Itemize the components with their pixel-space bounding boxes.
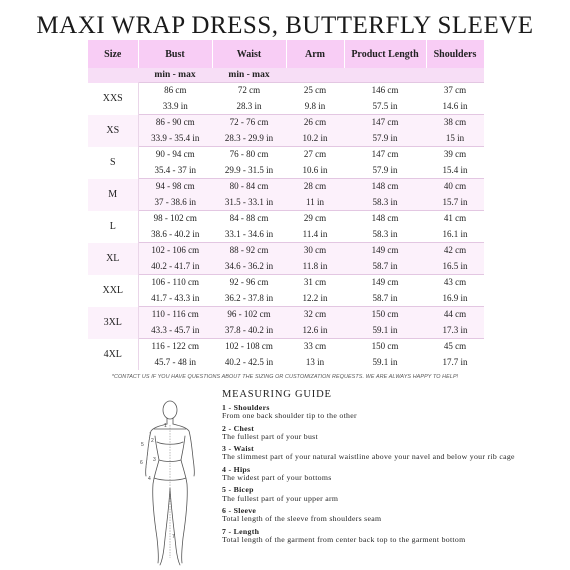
table-cell-cm: 44 cm: [426, 307, 484, 323]
table-cell-in: 28.3 - 29.9 in: [212, 131, 286, 147]
table-cell-in: 12.6 in: [286, 323, 344, 339]
table-row: [88, 307, 484, 323]
table-row: [88, 339, 484, 355]
guide-item-heading: 2 - Chest: [222, 423, 255, 433]
table-cell-cm: 146 cm: [344, 83, 426, 99]
guide-item-heading: 3 - Waist: [222, 444, 255, 454]
subheader-arm: [286, 68, 344, 83]
table-cell-cm: 40 cm: [426, 179, 484, 195]
guide-item-description: The fullest part of your upper arm: [222, 493, 339, 503]
subheader-size: [88, 68, 138, 83]
measuring-guide-list: [222, 404, 552, 548]
table-row: [88, 163, 484, 179]
table-cell-in: 16.9 in: [426, 291, 484, 307]
figure-number-1: 1: [164, 423, 167, 429]
guide-item-heading: 4 - Hips: [222, 464, 251, 474]
table-cell-in: 33.9 in: [138, 99, 212, 115]
table-cell-cm: 26 cm: [286, 115, 344, 131]
table-row: [88, 355, 484, 371]
guide-item-heading: 1 - Shoulders: [222, 403, 270, 412]
column-header-bust: Bust: [138, 40, 212, 68]
table-cell-in: 31.5 - 33.1 in: [212, 195, 286, 211]
guide-item-heading: 7 - Length: [222, 526, 260, 536]
table-cell-cm: 96 - 102 cm: [212, 307, 286, 323]
table-cell-in: 17.3 in: [426, 323, 484, 339]
table-cell-cm: 150 cm: [344, 339, 426, 355]
table-cell-cm: 88 - 92 cm: [212, 243, 286, 259]
table-cell-in: 57.5 in: [344, 99, 426, 115]
table-cell-in: 15.4 in: [426, 163, 484, 179]
table-cell-cm: 84 - 88 cm: [212, 211, 286, 227]
table-cell-cm: 86 - 90 cm: [138, 115, 212, 131]
table-cell-in: 43.3 - 45.7 in: [138, 323, 212, 339]
guide-item: [222, 466, 552, 483]
subheader-waist: min - max: [212, 68, 286, 83]
guide-item-description: The fullest part of your bust: [222, 431, 318, 441]
table-cell-in: 11.4 in: [286, 227, 344, 243]
table-cell-in: 11 in: [286, 195, 344, 211]
table-cell-cm: 41 cm: [426, 211, 484, 227]
table-cell-in: 41.7 - 43.3 in: [138, 291, 212, 307]
table-row: [88, 291, 484, 307]
table-row: [88, 131, 484, 147]
table-cell-in: 16.1 in: [426, 227, 484, 243]
guide-item: [222, 445, 552, 462]
column-header-arm: Arm: [286, 40, 344, 68]
size-label: XS: [88, 115, 138, 147]
table-cell-in: 12.2 in: [286, 291, 344, 307]
table-cell-cm: 102 - 106 cm: [138, 243, 212, 259]
table-row: [88, 147, 484, 163]
table-cell-cm: 32 cm: [286, 307, 344, 323]
page-title: MAXI WRAP DRESS, BUTTERFLY SLEEVE: [36, 12, 534, 39]
table-cell-in: 38.6 - 40.2 in: [138, 227, 212, 243]
table-cell-in: 17.7 in: [426, 355, 484, 371]
table-cell-in: 40.2 - 42.5 in: [212, 355, 286, 371]
table-cell-cm: 80 - 84 cm: [212, 179, 286, 195]
table-row: [88, 323, 484, 339]
guide-item-heading: 6 - Sleeve: [222, 505, 257, 515]
table-cell-cm: 148 cm: [344, 179, 426, 195]
table-cell-cm: 29 cm: [286, 211, 344, 227]
guide-item: [222, 486, 552, 503]
guide-item: [222, 528, 552, 545]
table-cell-in: 57.9 in: [344, 131, 426, 147]
table-body: [88, 83, 484, 371]
column-header-product-length: Product Length: [344, 40, 426, 68]
table-cell-cm: 28 cm: [286, 179, 344, 195]
table-cell-in: 16.5 in: [426, 259, 484, 275]
table-cell-in: 33.1 - 34.6 in: [212, 227, 286, 243]
table-cell-in: 59.1 in: [344, 323, 426, 339]
size-table: [88, 40, 485, 370]
table-cell-cm: 149 cm: [344, 243, 426, 259]
table-cell-cm: 147 cm: [344, 147, 426, 163]
table-cell-in: 29.9 - 31.5 in: [212, 163, 286, 179]
table-cell-cm: 27 cm: [286, 147, 344, 163]
table-cell-cm: 98 - 102 cm: [138, 211, 212, 227]
measuring-figure-illustration: [124, 398, 219, 568]
table-cell-cm: 25 cm: [286, 83, 344, 99]
table-cell-in: 59.1 in: [344, 355, 426, 371]
table-row: [88, 275, 484, 291]
table-row: [88, 227, 484, 243]
size-label: XXL: [88, 275, 138, 307]
guide-item-description: Total length of the sleeve from shoulders seam: [222, 514, 382, 524]
table-cell-cm: 92 - 96 cm: [212, 275, 286, 291]
guide-item-description: Total length of the garment from center back top to the garment bottom: [222, 534, 466, 544]
table-cell-in: 58.3 in: [344, 227, 426, 243]
table-cell-in: 58.7 in: [344, 259, 426, 275]
table-cell-in: 40.2 - 41.7 in: [138, 259, 212, 275]
figure-number-2: 2: [151, 438, 154, 444]
figure-number-3: 3: [153, 457, 156, 463]
table-cell-in: 13 in: [286, 355, 344, 371]
size-chart: [88, 40, 484, 370]
table-cell-in: 11.8 in: [286, 259, 344, 275]
table-row: [88, 179, 484, 195]
table-cell-cm: 33 cm: [286, 339, 344, 355]
table-cell-in: 15.7 in: [426, 195, 484, 211]
table-row: [88, 83, 484, 99]
guide-item-description: The slimmest part of your natural waistline above your navel and below your rib cage: [222, 452, 515, 462]
table-cell-in: 35.4 - 37 in: [138, 163, 212, 179]
size-label: XXS: [88, 83, 138, 115]
size-label: XL: [88, 243, 138, 275]
table-cell-in: 15 in: [426, 131, 484, 147]
table-cell-cm: 37 cm: [426, 83, 484, 99]
table-subheader-row: [88, 68, 484, 83]
table-cell-in: 10.6 in: [286, 163, 344, 179]
guide-item: [222, 425, 552, 442]
guide-item-description: The widest part of your bottoms: [222, 473, 332, 483]
table-cell-cm: 86 cm: [138, 83, 212, 99]
contact-note: *CONTACT US IF YOU HAVE QUESTIONS ABOUT THE SIZING OR CUSTOMIZATION REQUESTS. WE ARE ALWAYS HAPPY TO HELP!: [111, 374, 459, 380]
table-row: [88, 195, 484, 211]
table-cell-cm: 147 cm: [344, 115, 426, 131]
guide-item: [222, 507, 552, 524]
table-cell-cm: 94 - 98 cm: [138, 179, 212, 195]
table-cell-cm: 102 - 108 cm: [212, 339, 286, 355]
table-cell-cm: 149 cm: [344, 275, 426, 291]
table-cell-in: 14.6 in: [426, 99, 484, 115]
size-label: M: [88, 179, 138, 211]
subheader-bust: min - max: [138, 68, 212, 83]
guide-item-description: From one back shoulder tip to the other: [222, 411, 357, 421]
table-cell-cm: 38 cm: [426, 115, 484, 131]
table-cell-cm: 90 - 94 cm: [138, 147, 212, 163]
figure-number-5: 5: [141, 442, 144, 448]
size-label: 3XL: [88, 307, 138, 339]
table-row: [88, 211, 484, 227]
table-cell-in: 28.3 in: [212, 99, 286, 115]
figure-number-4: 4: [148, 476, 151, 482]
column-header-size: Size: [88, 40, 138, 68]
table-cell-cm: 31 cm: [286, 275, 344, 291]
figure-head: [163, 401, 177, 419]
table-cell-cm: 43 cm: [426, 275, 484, 291]
table-cell-in: 45.7 - 48 in: [138, 355, 212, 371]
table-cell-cm: 30 cm: [286, 243, 344, 259]
table-cell-cm: 148 cm: [344, 211, 426, 227]
size-label: 4XL: [88, 339, 138, 371]
table-cell-cm: 76 - 80 cm: [212, 147, 286, 163]
subheader-shoulders: [426, 68, 484, 83]
table-cell-cm: 45 cm: [426, 339, 484, 355]
table-cell-in: 36.2 - 37.8 in: [212, 291, 286, 307]
table-cell-in: 37 - 38.6 in: [138, 195, 212, 211]
table-cell-in: 58.7 in: [344, 291, 426, 307]
guide-item: [222, 404, 552, 421]
column-header-waist: Waist: [212, 40, 286, 68]
table-cell-cm: 106 - 110 cm: [138, 275, 212, 291]
table-row: [88, 99, 484, 115]
table-cell-in: 34.6 - 36.2 in: [212, 259, 286, 275]
subheader-product-length: [344, 68, 426, 83]
table-row: [88, 115, 484, 131]
size-label: S: [88, 147, 138, 179]
table-cell-in: 57.9 in: [344, 163, 426, 179]
measuring-guide-title: MEASURING GUIDE: [222, 389, 332, 400]
table-cell-cm: 72 - 76 cm: [212, 115, 286, 131]
size-label: L: [88, 211, 138, 243]
table-row: [88, 259, 484, 275]
guide-item-heading: 5 - Bicep: [222, 485, 254, 495]
table-cell-in: 33.9 - 35.4 in: [138, 131, 212, 147]
table-cell-cm: 39 cm: [426, 147, 484, 163]
table-row: [88, 243, 484, 259]
table-header-row: [88, 40, 484, 68]
table-cell-cm: 116 - 122 cm: [138, 339, 212, 355]
figure-number-6: 6: [140, 460, 143, 466]
table-cell-in: 37.8 - 40.2 in: [212, 323, 286, 339]
table-cell-in: 58.3 in: [344, 195, 426, 211]
table-cell-cm: 42 cm: [426, 243, 484, 259]
figure-legs: [160, 488, 180, 565]
table-cell-in: 9.8 in: [286, 99, 344, 115]
figure-number-7: 7: [172, 534, 175, 540]
table-cell-cm: 150 cm: [344, 307, 426, 323]
table-cell-in: 10.2 in: [286, 131, 344, 147]
table-cell-cm: 110 - 116 cm: [138, 307, 212, 323]
column-header-shoulders: Shoulders: [426, 40, 484, 68]
table-cell-cm: 72 cm: [212, 83, 286, 99]
